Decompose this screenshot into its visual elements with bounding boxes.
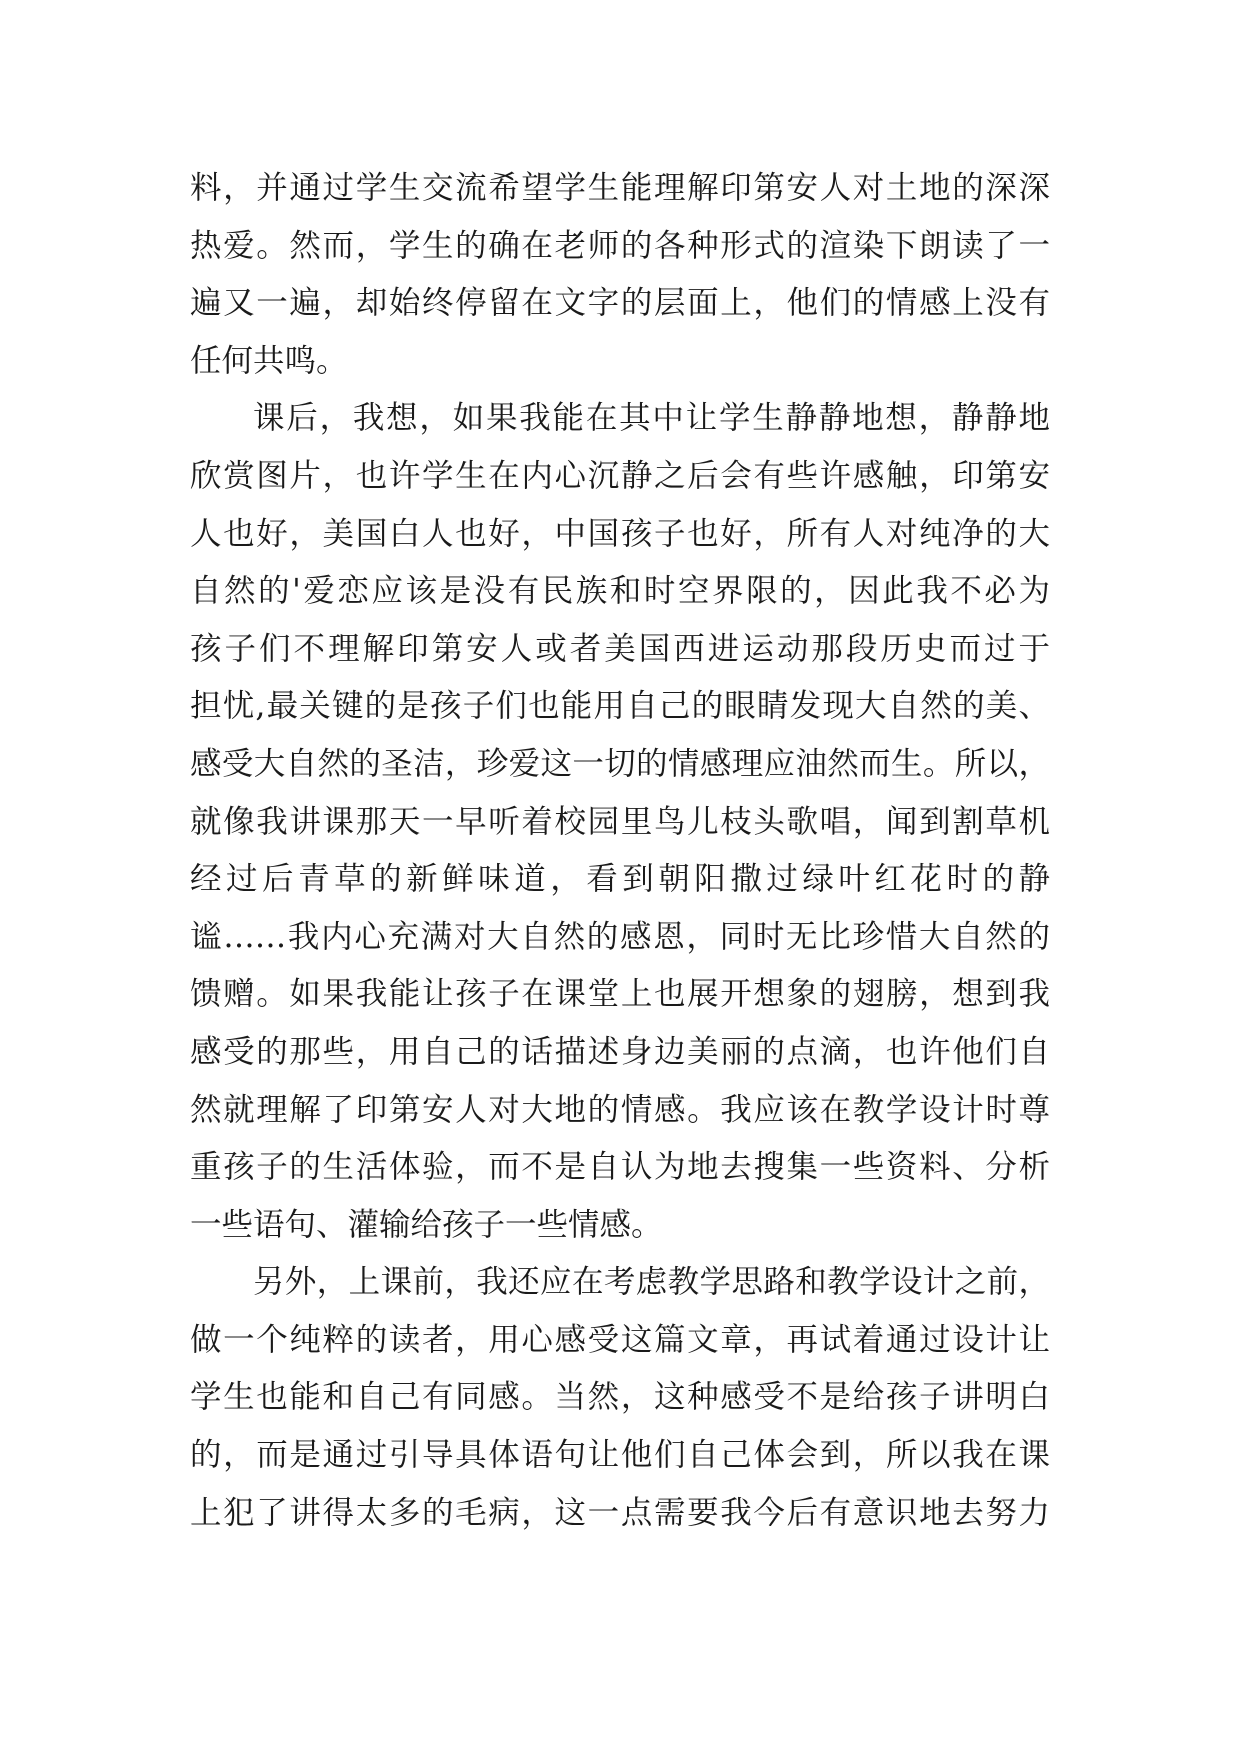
text-line: 感受的那些，用自己的话描述身边美丽的点滴，也许他们自: [190, 1033, 1050, 1070]
text-line: 经过后青草的新鲜味道，看到朝阳撒过绿叶红花时的静: [190, 861, 1050, 898]
text-line: 遍又一遍，却始终停留在文字的层面上，他们的情感上没有: [190, 285, 1050, 322]
text-line: 上犯了讲得太多的毛病，这一点需要我今后有意识地去努力: [190, 1494, 1050, 1531]
text-line: 孩子们不理解印第安人或者美国西进运动那段历史而过于: [190, 630, 1050, 667]
text-line: 馈赠。如果我能让孩子在课堂上也展开想象的翅膀，想到我: [190, 976, 1050, 1013]
text-line: 重孩子的生活体验，而不是自认为地去搜集一些资料、分析: [190, 1149, 1050, 1186]
text-line: 一些语句、灌输给孩子一些情感。: [190, 1206, 663, 1243]
text-line: 任何共鸣。: [190, 342, 348, 379]
text-line: 感受大自然的圣洁，珍爱这一切的情感理应油然而生。所以，: [190, 745, 1050, 782]
text-line: 自然的'爱恋应该是没有民族和时空界限的，因此我不必为: [190, 573, 1050, 610]
text-line: 料，并通过学生交流希望学生能理解印第安人对土地的深深: [190, 170, 1050, 206]
text-line: 另外，上课前，我还应在考虑教学思路和教学设计之前，: [253, 1264, 1050, 1301]
text-line: 谧……我内心充满对大自然的感恩，同时无比珍惜大自然的: [190, 918, 1050, 955]
text-line: 人也好，美国白人也好，中国孩子也好，所有人对纯净的大: [190, 515, 1050, 552]
text-line: 课后，我想，如果我能在其中让学生静静地想，静静地: [253, 400, 1050, 437]
document-body: [190, 160, 1050, 1542]
text-line: 欣赏图片，也许学生在内心沉静之后会有些许感触，印第安: [190, 457, 1050, 494]
paragraph-2: [190, 390, 1050, 1254]
text-line: 的，而是通过引导具体语句让他们自己体会到，所以我在课: [190, 1437, 1050, 1474]
text-line: 学生也能和自己有同感。当然，这种感受不是给孩子讲明白: [190, 1379, 1050, 1416]
text-line: 热爱。然而，学生的确在老师的各种形式的渲染下朗读了一: [190, 227, 1050, 264]
text-line: 然就理解了印第安人对大地的情感。我应该在教学设计时尊: [190, 1091, 1050, 1128]
text-line: 做一个纯粹的读者，用心感受这篇文章，再试着通过设计让: [190, 1321, 1050, 1358]
paragraph-1: [190, 160, 1050, 390]
paragraph-3: [190, 1254, 1050, 1542]
text-line: 就像我讲课那天一早听着校园里鸟儿枝头歌唱，闻到割草机: [190, 803, 1050, 840]
text-line: 担忧,最关键的是孩子们也能用自己的眼睛发现大自然的美、: [190, 688, 1050, 725]
